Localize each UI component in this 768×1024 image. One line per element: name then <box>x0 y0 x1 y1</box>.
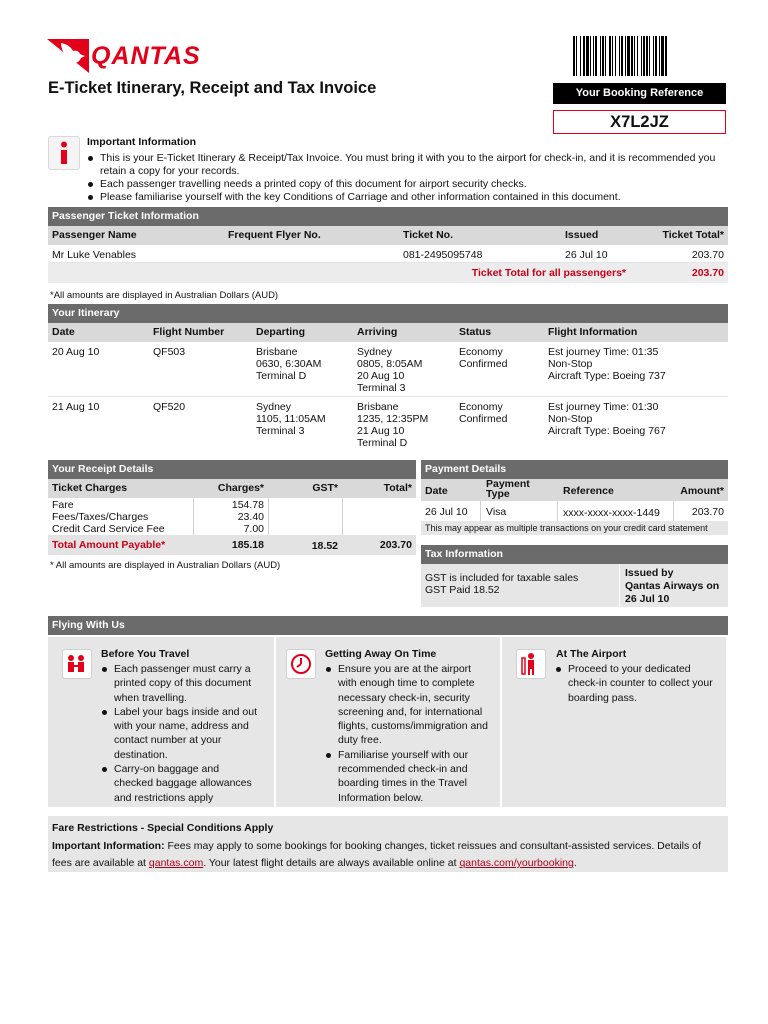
aircraft-type: Aircraft Type: Boeing 737 <box>548 370 666 382</box>
list-item: Carry-on baggage and checked baggage allowances and restrictions apply <box>100 762 260 805</box>
total-charges: 185.18 <box>231 539 264 551</box>
total-gst: 18.52 <box>311 540 338 552</box>
col-ticket-total: Ticket Total* <box>662 229 724 241</box>
charge-value: 154.78 <box>231 499 264 511</box>
clock-icon <box>286 649 316 679</box>
flying-panel <box>48 637 726 807</box>
payment-type: Visa <box>486 506 507 518</box>
booking-reference-value: X7L2JZ <box>553 110 726 134</box>
receipt-column-header <box>48 479 416 498</box>
list-item: Each passenger must carry a printed copy of this document when travelling. <box>100 662 260 705</box>
page-title: E-Ticket Itinerary, Receipt and Tax Invoice <box>48 79 377 97</box>
charge-label: Credit Card Service Fee <box>52 523 165 535</box>
ticket-number: 081-2495095748 <box>403 249 483 261</box>
receipt-section-bar: Your Receipt Details <box>48 460 416 479</box>
fare-text: . Your latest flight details are always available online at <box>203 857 460 869</box>
checkin-icon <box>516 649 546 679</box>
issued-date: 26 Jul 10 <box>565 249 608 261</box>
col-departing: Departing <box>256 326 306 338</box>
currency-note: * All amounts are displayed in Australian Dollars (AUD) <box>50 560 281 571</box>
passenger-total-row <box>48 263 728 283</box>
tax-section-bar: Tax Information <box>421 545 728 564</box>
payment-column-header <box>421 479 728 501</box>
info-icon <box>48 136 80 170</box>
list-item: Each passenger travelling needs a printed copy of this document for airport security checks. <box>86 178 726 191</box>
arriving-city: Brisbane <box>357 401 399 413</box>
fare-text: . <box>573 857 577 869</box>
col-reference: Reference <box>563 485 614 497</box>
list-item: This is your E-Ticket Itinerary & Receipt/Tax Invoice. You must bring it with you to the airport for check-in, and it is recommended you retain a copy for your records. <box>86 152 726 178</box>
flying-section-bar: Flying With Us <box>48 616 728 635</box>
itinerary-row <box>48 397 728 452</box>
arriving-date: 20 Aug 10 <box>357 370 405 382</box>
departing-terminal: Terminal D <box>256 370 307 382</box>
cabin-class: Economy <box>459 401 503 413</box>
fare-restrictions-panel <box>48 816 728 872</box>
departing-time: 1105, 11:05AM <box>256 413 326 425</box>
important-info-list <box>86 152 726 204</box>
flight-date: 21 Aug 10 <box>52 401 100 413</box>
col-flight-number: Flight Number <box>153 326 225 338</box>
departing-terminal: Terminal 3 <box>256 425 305 437</box>
payment-reference: xxxx-xxxx-xxxx-1449 <box>563 507 660 519</box>
col-payment-date: Date <box>425 485 448 497</box>
arriving-time: 0805, 8:05AM <box>357 358 423 370</box>
panel-list <box>554 662 720 705</box>
panel-list <box>100 662 260 805</box>
booking-status: Confirmed <box>459 358 508 370</box>
col-payment-type: Payment Type <box>486 478 530 500</box>
flight-number: QF503 <box>153 346 186 358</box>
fare-text: Fees may apply to some bookings for booking changes, ticket reissues and consultant-assisted services. Details of fees are available at <box>52 840 701 869</box>
arriving-date: 21 Aug 10 <box>357 425 405 437</box>
important-label: Important Information: <box>52 840 165 852</box>
col-frequent-flyer: Frequent Flyer No. <box>228 229 321 241</box>
tax-panel <box>421 564 728 607</box>
list-item: Ensure you are at the airport with enough time to complete necessary check-in, security screening and, for international flights, customs/immigration and duty free. <box>324 662 492 748</box>
stops: Non-Stop <box>548 358 593 370</box>
col-amount: Amount* <box>680 485 724 497</box>
arriving-time: 1235, 12:35PM <box>357 413 429 425</box>
col-date: Date <box>52 326 75 338</box>
col-charges: Charges* <box>217 482 264 494</box>
barcode <box>573 36 725 76</box>
col-gst: GST* <box>312 482 338 494</box>
charge-label: Fees/Taxes/Charges <box>52 511 149 523</box>
payment-amount: 203.70 <box>691 506 724 518</box>
itinerary-row <box>48 342 728 397</box>
passenger-section-bar: Passenger Ticket Information <box>48 207 728 226</box>
people-icon <box>62 649 92 679</box>
qantas-logo <box>47 36 227 76</box>
booking-status: Confirmed <box>459 413 508 425</box>
panel-title: Before You Travel <box>101 648 190 660</box>
passenger-column-header <box>48 226 728 245</box>
fare-restrictions-text <box>52 838 720 872</box>
brand-name: QANTAS <box>91 41 201 70</box>
col-ticket-no: Ticket No. <box>403 229 453 241</box>
col-arriving: Arriving <box>357 326 398 338</box>
itinerary-column-header <box>48 323 728 342</box>
currency-note: *All amounts are displayed in Australian Dollars (AUD) <box>50 290 279 301</box>
arriving-city: Sydney <box>357 346 393 358</box>
important-info-heading: Important Information <box>87 136 197 148</box>
journey-time: Est journey Time: 01:30 <box>548 401 659 413</box>
departing-city: Brisbane <box>256 346 298 358</box>
passenger-name: Mr Luke Venables <box>52 249 137 261</box>
arriving-terminal: Terminal 3 <box>357 382 406 394</box>
charge-label: Fare <box>52 499 74 511</box>
list-item: Label your bags inside and out with your name, address and contact number at your destination. <box>100 705 260 762</box>
issued-by-text: Qantas Airways on <box>625 580 720 592</box>
col-status: Status <box>459 326 492 338</box>
list-item: Familiarise yourself with our recommended check-in and boarding times in the Travel Information below. <box>324 748 492 805</box>
payment-row <box>421 501 728 521</box>
gst-paid-text: GST Paid 18.52 <box>425 584 500 596</box>
charge-value: 7.00 <box>243 523 264 535</box>
itinerary-section-bar: Your Itinerary <box>48 304 728 323</box>
panel-title: At The Airport <box>556 648 627 660</box>
cabin-class: Economy <box>459 346 503 358</box>
passenger-total-value: 203.70 <box>691 267 724 279</box>
total-payable-label: Total Amount Payable* <box>52 539 166 551</box>
panel-list <box>324 662 492 805</box>
receipt-total-row <box>48 535 416 555</box>
list-item: Proceed to your dedicated check-in counter to collect your boarding pass. <box>554 662 720 705</box>
yourbooking-link[interactable]: qantas.com/yourbooking <box>459 857 574 869</box>
flight-date: 20 Aug 10 <box>52 346 100 358</box>
issued-by-text: Issued by <box>625 567 674 579</box>
departing-time: 0630, 6:30AM <box>256 358 322 370</box>
passenger-total-label: Ticket Total for all passengers* <box>471 267 626 279</box>
col-flight-info: Flight Information <box>548 326 638 338</box>
col-total: Total* <box>383 482 412 494</box>
aircraft-type: Aircraft Type: Boeing 767 <box>548 425 666 437</box>
payment-date: 26 Jul 10 <box>425 506 468 518</box>
kangaroo-logo-icon <box>47 39 89 73</box>
payment-note: This may appear as multiple transactions on your credit card statement <box>425 523 708 533</box>
fare-restrictions-title: Fare Restrictions - Special Conditions Apply <box>52 822 274 834</box>
flight-number: QF520 <box>153 401 186 413</box>
booking-reference-label: Your Booking Reference <box>553 83 726 104</box>
qantas-link[interactable]: qantas.com <box>148 857 204 869</box>
charge-value: 23.40 <box>237 511 264 523</box>
receipt-charges <box>48 498 416 535</box>
col-issued: Issued <box>565 229 599 241</box>
stops: Non-Stop <box>548 413 593 425</box>
gst-included-text: GST is included for taxable sales <box>425 572 579 584</box>
panel-title: Getting Away On Time <box>325 648 437 660</box>
total-amount: 203.70 <box>379 539 412 551</box>
departing-city: Sydney <box>256 401 292 413</box>
journey-time: Est journey Time: 01:35 <box>548 346 659 358</box>
col-ticket-charges: Ticket Charges <box>52 482 128 494</box>
table-row <box>48 245 728 263</box>
arriving-terminal: Terminal D <box>357 437 408 449</box>
col-passenger-name: Passenger Name <box>52 229 137 241</box>
list-item: Please familiarise yourself with the key Conditions of Carriage and other information contained in this document. <box>86 191 726 204</box>
issued-by-text: 26 Jul 10 <box>625 593 670 605</box>
ticket-total: 203.70 <box>691 249 724 261</box>
payment-note-row <box>421 521 728 535</box>
payment-section-bar: Payment Details <box>421 460 728 479</box>
